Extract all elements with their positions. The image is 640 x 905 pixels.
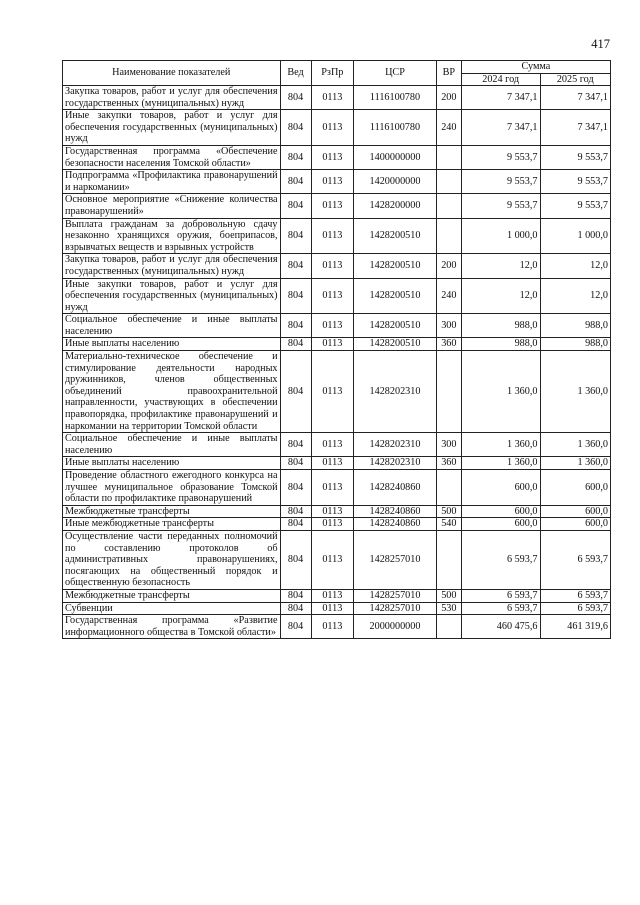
row-sum-2025: 9 553,7 — [540, 170, 611, 194]
row-rzpr: 0113 — [311, 589, 353, 602]
row-vr: 360 — [436, 457, 461, 470]
row-rzpr: 0113 — [311, 218, 353, 254]
table-row — [63, 278, 611, 314]
row-csr: 1428200510 — [354, 278, 437, 314]
row-csr: 1428257010 — [354, 530, 437, 589]
table-row — [63, 433, 611, 457]
row-name: Межбюджетные трансферты — [63, 589, 281, 602]
row-vr: 500 — [436, 589, 461, 602]
row-ved: 804 — [280, 589, 311, 602]
row-vr: 300 — [436, 314, 461, 338]
row-sum-2024: 12,0 — [461, 278, 540, 314]
row-rzpr: 0113 — [311, 254, 353, 278]
row-rzpr: 0113 — [311, 470, 353, 506]
header-name: Наименование показателей — [63, 61, 281, 86]
table-row — [63, 170, 611, 194]
row-csr: 1428200510 — [354, 254, 437, 278]
row-ved: 804 — [280, 457, 311, 470]
row-vr — [436, 470, 461, 506]
row-vr: 530 — [436, 602, 461, 615]
row-vr: 500 — [436, 505, 461, 518]
row-rzpr: 0113 — [311, 86, 353, 110]
row-sum-2024: 1 000,0 — [461, 218, 540, 254]
table-row — [63, 518, 611, 531]
row-ved: 804 — [280, 351, 311, 433]
row-sum-2024: 6 593,7 — [461, 602, 540, 615]
table-body — [63, 86, 611, 639]
table-row — [63, 457, 611, 470]
row-vr: 240 — [436, 278, 461, 314]
row-rzpr: 0113 — [311, 602, 353, 615]
row-name: Подпрограмма «Профилактика правонарушений и наркомании» — [63, 170, 281, 194]
row-ved: 804 — [280, 278, 311, 314]
row-sum-2025: 12,0 — [540, 254, 611, 278]
row-sum-2025: 6 593,7 — [540, 589, 611, 602]
row-name: Материально-техническое обеспечение и стимулирование деятельности народных дружинников, членов общественных объединений правоохранительной направленности, участвующих в обеспечении правопорядка, профилактике правонарушений и наркомании на территории Томской области — [63, 351, 281, 433]
table-row — [63, 505, 611, 518]
row-sum-2025: 1 360,0 — [540, 351, 611, 433]
row-sum-2025: 600,0 — [540, 505, 611, 518]
row-sum-2025: 461 319,6 — [540, 615, 611, 639]
table-row — [63, 338, 611, 351]
row-csr: 1428240860 — [354, 518, 437, 531]
row-sum-2024: 7 347,1 — [461, 110, 540, 146]
row-name: Субвенции — [63, 602, 281, 615]
row-csr: 1428240860 — [354, 505, 437, 518]
row-csr: 1428202310 — [354, 457, 437, 470]
row-csr: 1116100780 — [354, 86, 437, 110]
row-csr: 1428240860 — [354, 470, 437, 506]
row-ved: 804 — [280, 254, 311, 278]
row-rzpr: 0113 — [311, 351, 353, 433]
table-row — [63, 470, 611, 506]
row-name: Государственная программа «Обеспечение безопасности населения Томской области» — [63, 145, 281, 169]
row-vr: 540 — [436, 518, 461, 531]
row-ved: 804 — [280, 194, 311, 218]
row-rzpr: 0113 — [311, 433, 353, 457]
row-rzpr: 0113 — [311, 170, 353, 194]
row-csr: 1428257010 — [354, 589, 437, 602]
row-csr: 2000000000 — [354, 615, 437, 639]
row-sum-2024: 988,0 — [461, 338, 540, 351]
row-csr: 1428200510 — [354, 314, 437, 338]
row-sum-2025: 988,0 — [540, 314, 611, 338]
row-vr — [436, 530, 461, 589]
row-sum-2025: 7 347,1 — [540, 110, 611, 146]
row-csr: 1428202310 — [354, 433, 437, 457]
row-ved: 804 — [280, 470, 311, 506]
page-number: 417 — [591, 37, 610, 51]
row-csr: 1116100780 — [354, 110, 437, 146]
row-sum-2025: 1 360,0 — [540, 457, 611, 470]
row-vr — [436, 218, 461, 254]
row-sum-2024: 9 553,7 — [461, 194, 540, 218]
row-sum-2024: 12,0 — [461, 254, 540, 278]
row-sum-2025: 600,0 — [540, 518, 611, 531]
row-vr: 240 — [436, 110, 461, 146]
row-vr — [436, 615, 461, 639]
row-rzpr: 0113 — [311, 615, 353, 639]
row-ved: 804 — [280, 530, 311, 589]
row-csr: 1420000000 — [354, 170, 437, 194]
row-name: Осуществление части переданных полномочий по составлению протоколов об административных правонарушениях, посягающих на общественный порядок и общественную безопасность — [63, 530, 281, 589]
row-name: Иные межбюджетные трансферты — [63, 518, 281, 531]
row-csr: 1428200510 — [354, 218, 437, 254]
row-sum-2024: 600,0 — [461, 505, 540, 518]
header-sum: Сумма — [461, 61, 610, 74]
row-name: Закупка товаров, работ и услуг для обеспечения государственных (муниципальных) нужд — [63, 86, 281, 110]
table-row — [63, 145, 611, 169]
row-vr — [436, 170, 461, 194]
row-sum-2024: 460 475,6 — [461, 615, 540, 639]
row-sum-2024: 6 593,7 — [461, 589, 540, 602]
row-sum-2024: 1 360,0 — [461, 351, 540, 433]
row-ved: 804 — [280, 338, 311, 351]
row-ved: 804 — [280, 170, 311, 194]
row-name: Иные выплаты населению — [63, 457, 281, 470]
row-sum-2025: 7 347,1 — [540, 86, 611, 110]
row-csr: 1400000000 — [354, 145, 437, 169]
row-vr: 360 — [436, 338, 461, 351]
row-rzpr: 0113 — [311, 530, 353, 589]
row-name: Закупка товаров, работ и услуг для обеспечения государственных (муниципальных) нужд — [63, 254, 281, 278]
row-ved: 804 — [280, 145, 311, 169]
row-sum-2024: 9 553,7 — [461, 170, 540, 194]
row-name: Иные закупки товаров, работ и услуг для обеспечения государственных (муниципальных) нужд — [63, 110, 281, 146]
table-row — [63, 86, 611, 110]
row-rzpr: 0113 — [311, 194, 353, 218]
row-sum-2025: 12,0 — [540, 278, 611, 314]
row-rzpr: 0113 — [311, 278, 353, 314]
row-rzpr: 0113 — [311, 110, 353, 146]
row-sum-2025: 1 000,0 — [540, 218, 611, 254]
row-vr — [436, 351, 461, 433]
row-ved: 804 — [280, 314, 311, 338]
table-header — [63, 61, 611, 86]
row-name: Основное мероприятие «Снижение количества правонарушений» — [63, 194, 281, 218]
table-row — [63, 615, 611, 639]
row-rzpr: 0113 — [311, 314, 353, 338]
row-sum-2025: 9 553,7 — [540, 194, 611, 218]
table-row — [63, 314, 611, 338]
row-csr: 1428200000 — [354, 194, 437, 218]
table-row — [63, 218, 611, 254]
row-vr: 300 — [436, 433, 461, 457]
row-sum-2024: 6 593,7 — [461, 530, 540, 589]
row-vr: 200 — [436, 86, 461, 110]
header-vr: ВР — [436, 61, 461, 86]
row-ved: 804 — [280, 615, 311, 639]
row-sum-2024: 988,0 — [461, 314, 540, 338]
row-sum-2025: 600,0 — [540, 470, 611, 506]
row-sum-2025: 9 553,7 — [540, 145, 611, 169]
row-sum-2025: 6 593,7 — [540, 602, 611, 615]
row-name: Социальное обеспечение и иные выплаты населению — [63, 433, 281, 457]
row-sum-2025: 988,0 — [540, 338, 611, 351]
table-row — [63, 194, 611, 218]
row-sum-2024: 600,0 — [461, 518, 540, 531]
table-row — [63, 602, 611, 615]
row-rzpr: 0113 — [311, 338, 353, 351]
row-csr: 1428200510 — [354, 338, 437, 351]
row-name: Иные выплаты населению — [63, 338, 281, 351]
row-vr: 200 — [436, 254, 461, 278]
table-row — [63, 254, 611, 278]
row-ved: 804 — [280, 110, 311, 146]
row-rzpr: 0113 — [311, 457, 353, 470]
row-ved: 804 — [280, 518, 311, 531]
row-rzpr: 0113 — [311, 145, 353, 169]
row-sum-2024: 9 553,7 — [461, 145, 540, 169]
row-name: Иные закупки товаров, работ и услуг для обеспечения государственных (муниципальных) нужд — [63, 278, 281, 314]
row-name: Межбюджетные трансферты — [63, 505, 281, 518]
row-ved: 804 — [280, 433, 311, 457]
row-rzpr: 0113 — [311, 505, 353, 518]
row-vr — [436, 194, 461, 218]
row-ved: 804 — [280, 218, 311, 254]
row-csr: 1428257010 — [354, 602, 437, 615]
row-sum-2024: 600,0 — [461, 470, 540, 506]
budget-table — [62, 60, 611, 639]
header-year-2025: 2025 год — [540, 74, 611, 86]
row-sum-2024: 1 360,0 — [461, 433, 540, 457]
row-name: Выплата гражданам за добровольную сдачу незаконно хранящихся оружия, боеприпасов, взрывчатых веществ и взрывных устройств — [63, 218, 281, 254]
row-ved: 804 — [280, 86, 311, 110]
header-year-2024: 2024 год — [461, 74, 540, 86]
header-rzpr: РзПр — [311, 61, 353, 86]
header-csr: ЦСР — [354, 61, 437, 86]
row-vr — [436, 145, 461, 169]
row-sum-2025: 1 360,0 — [540, 433, 611, 457]
row-name: Государственная программа «Развитие информационного общества в Томской области» — [63, 615, 281, 639]
table-row — [63, 589, 611, 602]
table-row — [63, 110, 611, 146]
row-ved: 804 — [280, 602, 311, 615]
row-csr: 1428202310 — [354, 351, 437, 433]
header-ved: Вед — [280, 61, 311, 86]
row-ved: 804 — [280, 505, 311, 518]
row-sum-2025: 6 593,7 — [540, 530, 611, 589]
row-sum-2024: 1 360,0 — [461, 457, 540, 470]
table-row — [63, 530, 611, 589]
row-name: Проведение областного ежегодного конкурса на лучшее муниципальное образование Томской области по профилактике правонарушений — [63, 470, 281, 506]
table-row — [63, 351, 611, 433]
row-sum-2024: 7 347,1 — [461, 86, 540, 110]
row-name: Социальное обеспечение и иные выплаты населению — [63, 314, 281, 338]
row-rzpr: 0113 — [311, 518, 353, 531]
